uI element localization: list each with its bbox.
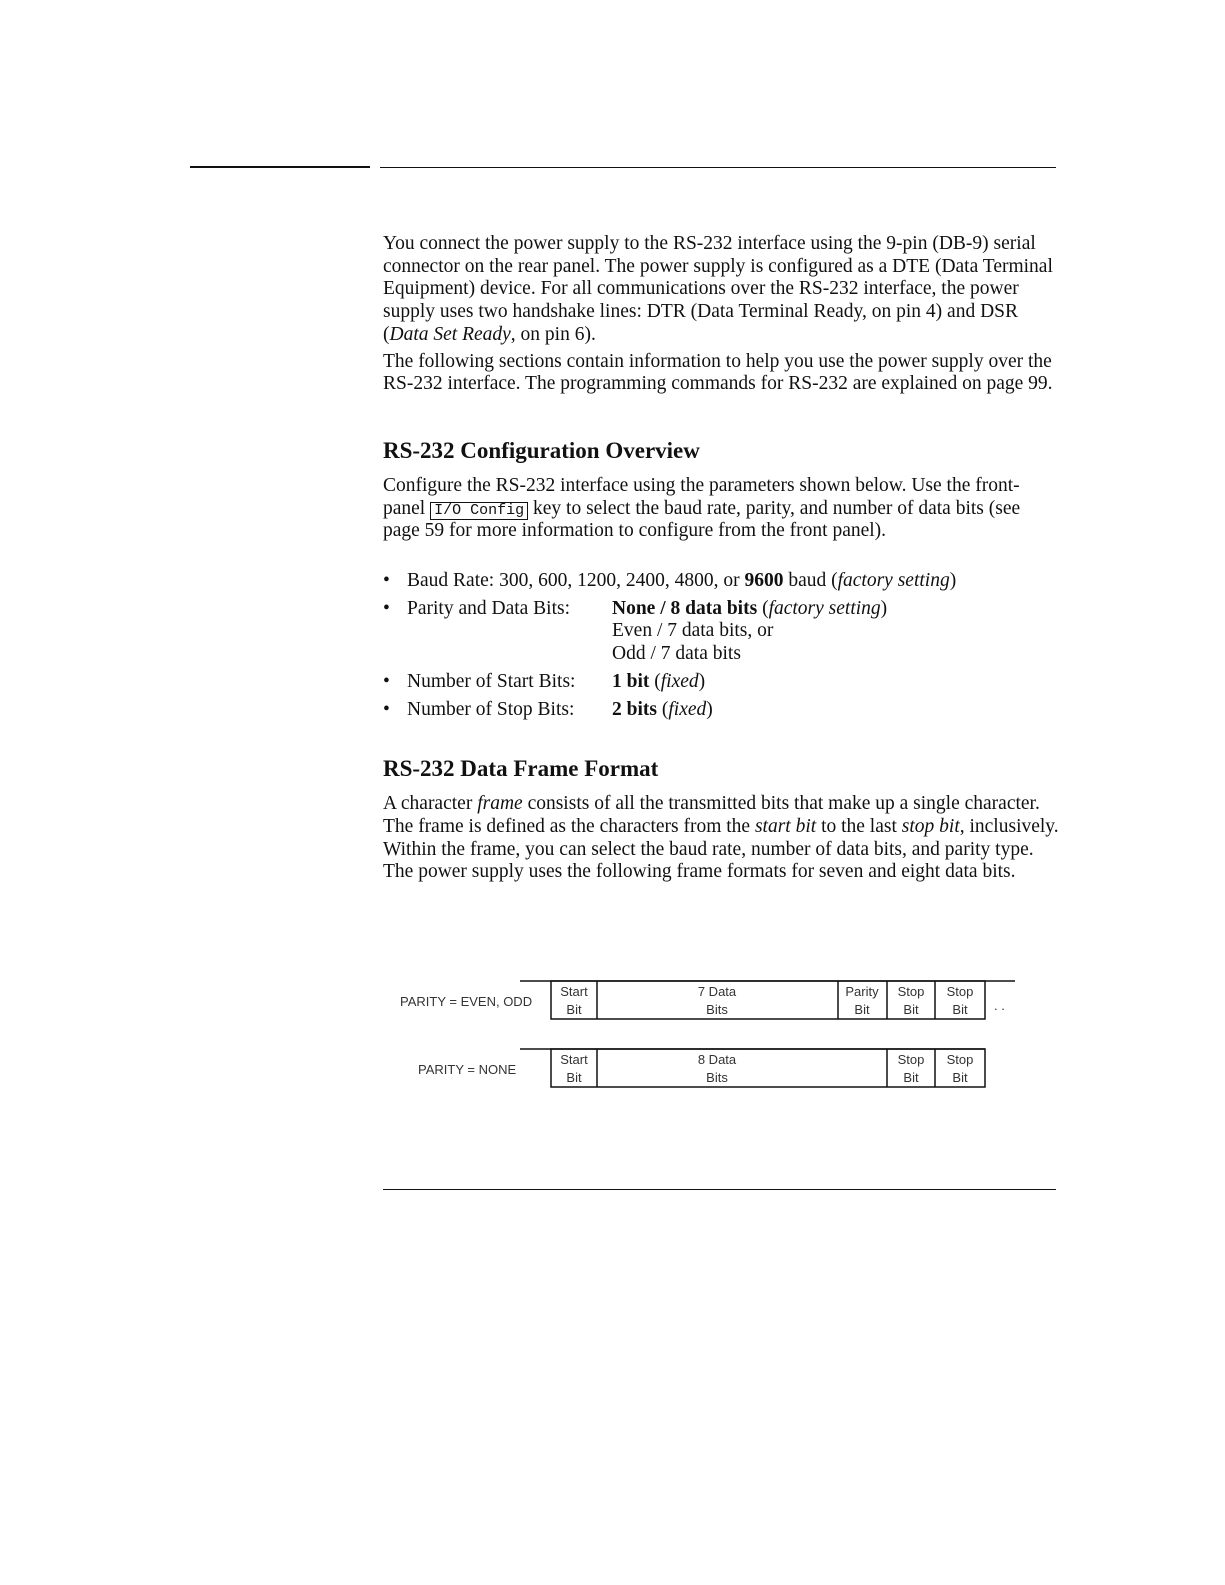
row2-data-bits: Bits <box>706 1070 728 1085</box>
header-rule-right <box>380 167 1056 168</box>
row1-stop1-bit: Bit <box>903 1002 919 1017</box>
list-item-baud-rate: • Baud Rate: 300, 600, 1200, 2400, 4800, or 9600 baud (factory setting) <box>383 570 1059 593</box>
row1-label: PARITY = EVEN, ODD <box>400 994 533 1009</box>
row1-parity-label: Parity <box>845 984 879 999</box>
config-heading: RS-232 Configuration Overview <box>383 437 700 463</box>
row1-stop2-label: Stop <box>946 984 974 999</box>
rs232-parameter-list <box>383 570 1059 721</box>
row1-data-bits: Bits <box>706 1002 728 1017</box>
list-item-parity: • Parity and Data Bits: None / 8 data bits (factory setting) Even / 7 data bits, or Odd / 7 data bits <box>383 598 1059 666</box>
row1-stop2-bit: Bit <box>952 1002 968 1017</box>
intro-paragraph-1: You connect the power supply to the RS-232 interface using the 9-pin (DB-9) serial connector on the rear panel. The power supply is configured as a DTE (Data Terminal Equipment) device. For all communications over the RS-232 interface, the power supply uses two handshake lines: DTR (Data Terminal Ready, on pin 4) and DSR (Data Set Ready, on pin 6). <box>383 233 1053 345</box>
data-frame-diagram <box>400 978 1020 1093</box>
row2-data-label: 8 Data <box>697 1052 737 1067</box>
row2-stop1-bit: Bit <box>903 1070 919 1085</box>
row1-start-bit: Bit <box>566 1002 582 1017</box>
intro-paragraph-2: The following sections contain information to help you use the power supply over the RS-232 interface. The programming commands for RS-232 are explained on page 99. <box>383 350 1053 395</box>
row2-start-label: Start <box>560 1052 588 1067</box>
row2-stop2-bit: Bit <box>952 1070 968 1085</box>
row1-start-label: Start <box>560 984 588 999</box>
row2-stop2-label: Stop <box>946 1052 974 1067</box>
frame-paragraph: A character frame consists of all the transmitted bits that make up a single character. The frame is defined as the characters from the start bit to the last stop bit, inclusively. Within the frame, you can select the baud rate, number of data bits, and parity type. The power supply uses the following frame formats for seven and eight data bits. <box>383 793 1059 883</box>
frame-heading: RS-232 Data Frame Format <box>383 756 659 782</box>
row1-stop1-label: Stop <box>897 984 925 999</box>
header-rule-left <box>190 166 370 168</box>
row1-parity-bit: Bit <box>854 1002 870 1017</box>
page-content <box>383 233 1059 888</box>
row1-ellipsis: . . <box>994 998 1005 1013</box>
row2-start-bit: Bit <box>566 1070 582 1085</box>
footer-rule <box>383 1189 1056 1190</box>
row1-data-label: 7 Data <box>697 984 737 999</box>
config-paragraph: Configure the RS-232 interface using the parameters shown below. Use the front-panel I/O Config key to select the baud rate, parity, and number of data bits (see page 59 for more information to configure from the front panel). <box>383 474 1021 542</box>
row2-label: PARITY = NONE <box>418 1062 517 1077</box>
list-item-stop-bits: • Number of Stop Bits: 2 bits (fixed) <box>383 699 1059 722</box>
io-config-key: I/O Config <box>430 502 528 520</box>
list-item-start-bits: • Number of Start Bits: 1 bit (fixed) <box>383 671 1059 694</box>
row2-stop1-label: Stop <box>897 1052 925 1067</box>
